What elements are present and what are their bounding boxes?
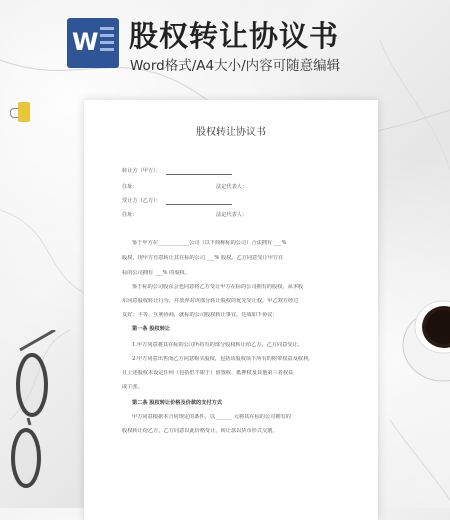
para1-line3: 标的公司拥有 ___% 的股权。 bbox=[122, 270, 190, 276]
section1-heading: 第一条 股权转让 bbox=[132, 326, 171, 332]
document-page bbox=[84, 100, 378, 520]
page-subtitle: Word格式/A4大小/内容可随意编辑 bbox=[130, 58, 341, 74]
eyeglasses-icon bbox=[0, 330, 60, 490]
coffee-cup-icon bbox=[398, 285, 450, 385]
para2-line2: 东同意股权转让行为，并放弃对该部分转让股权的优先受让权。甲乙双方经过 bbox=[122, 298, 299, 304]
para2-line1: 鉴于标的公司股东会也同意将乙方受让甲方在标的公司拥有的股权，从本股 bbox=[132, 284, 304, 290]
transferee-underline bbox=[166, 204, 232, 205]
section1-line4: 或主张。 bbox=[122, 384, 143, 390]
page-title: 股权转让协议书 bbox=[129, 19, 340, 53]
transferee-label: 受让方（乙方）： bbox=[122, 198, 161, 204]
transferor-underline bbox=[166, 174, 232, 175]
transferor-label: 转让方（甲方）： bbox=[122, 168, 161, 174]
section2-heading: 第二条 股权转让价格及价款的支付方式 bbox=[132, 400, 222, 406]
address1-label: 住址： bbox=[122, 184, 138, 190]
binder-clip-icon bbox=[10, 102, 28, 122]
section1-line3: 且上述股权未设定任何（包括但不限于）留置权、抵押权及其他第三者权益 bbox=[122, 370, 294, 376]
document-title: 股权转让协议书 bbox=[196, 127, 266, 138]
word-icon bbox=[67, 18, 119, 68]
para1-line1: 鉴于甲方在____________公司（以下简称标的公司）合法拥有 ___% bbox=[132, 240, 287, 246]
address2-label: 住址： bbox=[122, 212, 138, 218]
section1-line2: 2.甲方同意出售而乙方同意购买股权，包括该股权项下所有的附带权益及权利， bbox=[132, 356, 314, 362]
legal-rep2-label: 法定代表人： bbox=[216, 212, 248, 218]
section1-line1: 1.甲方同意将其在标的公司所持有的部分股权转让给乙方，乙方同意受让。 bbox=[132, 342, 303, 348]
header bbox=[0, 0, 450, 82]
section2-line2: 股权转让给乙方，乙方同意以此价格受让，转让款以货币形式交割。 bbox=[122, 428, 278, 434]
para2-line3: 友好、平等、互利协商，就标的公司股权转让事宜，达成如下协议： bbox=[122, 312, 278, 318]
section2-line1: 甲方同意根据本合同规定的条件，以 ______ 元将其在标的公司拥有的 bbox=[132, 414, 291, 420]
para1-line2: 股权，现甲方有意转让其在标的公司 ___% 股权。乙方同意受让甲方在 bbox=[122, 255, 284, 261]
word-icon-letter: W bbox=[72, 28, 99, 56]
legal-rep1-label: 法定代表人： bbox=[216, 184, 248, 190]
